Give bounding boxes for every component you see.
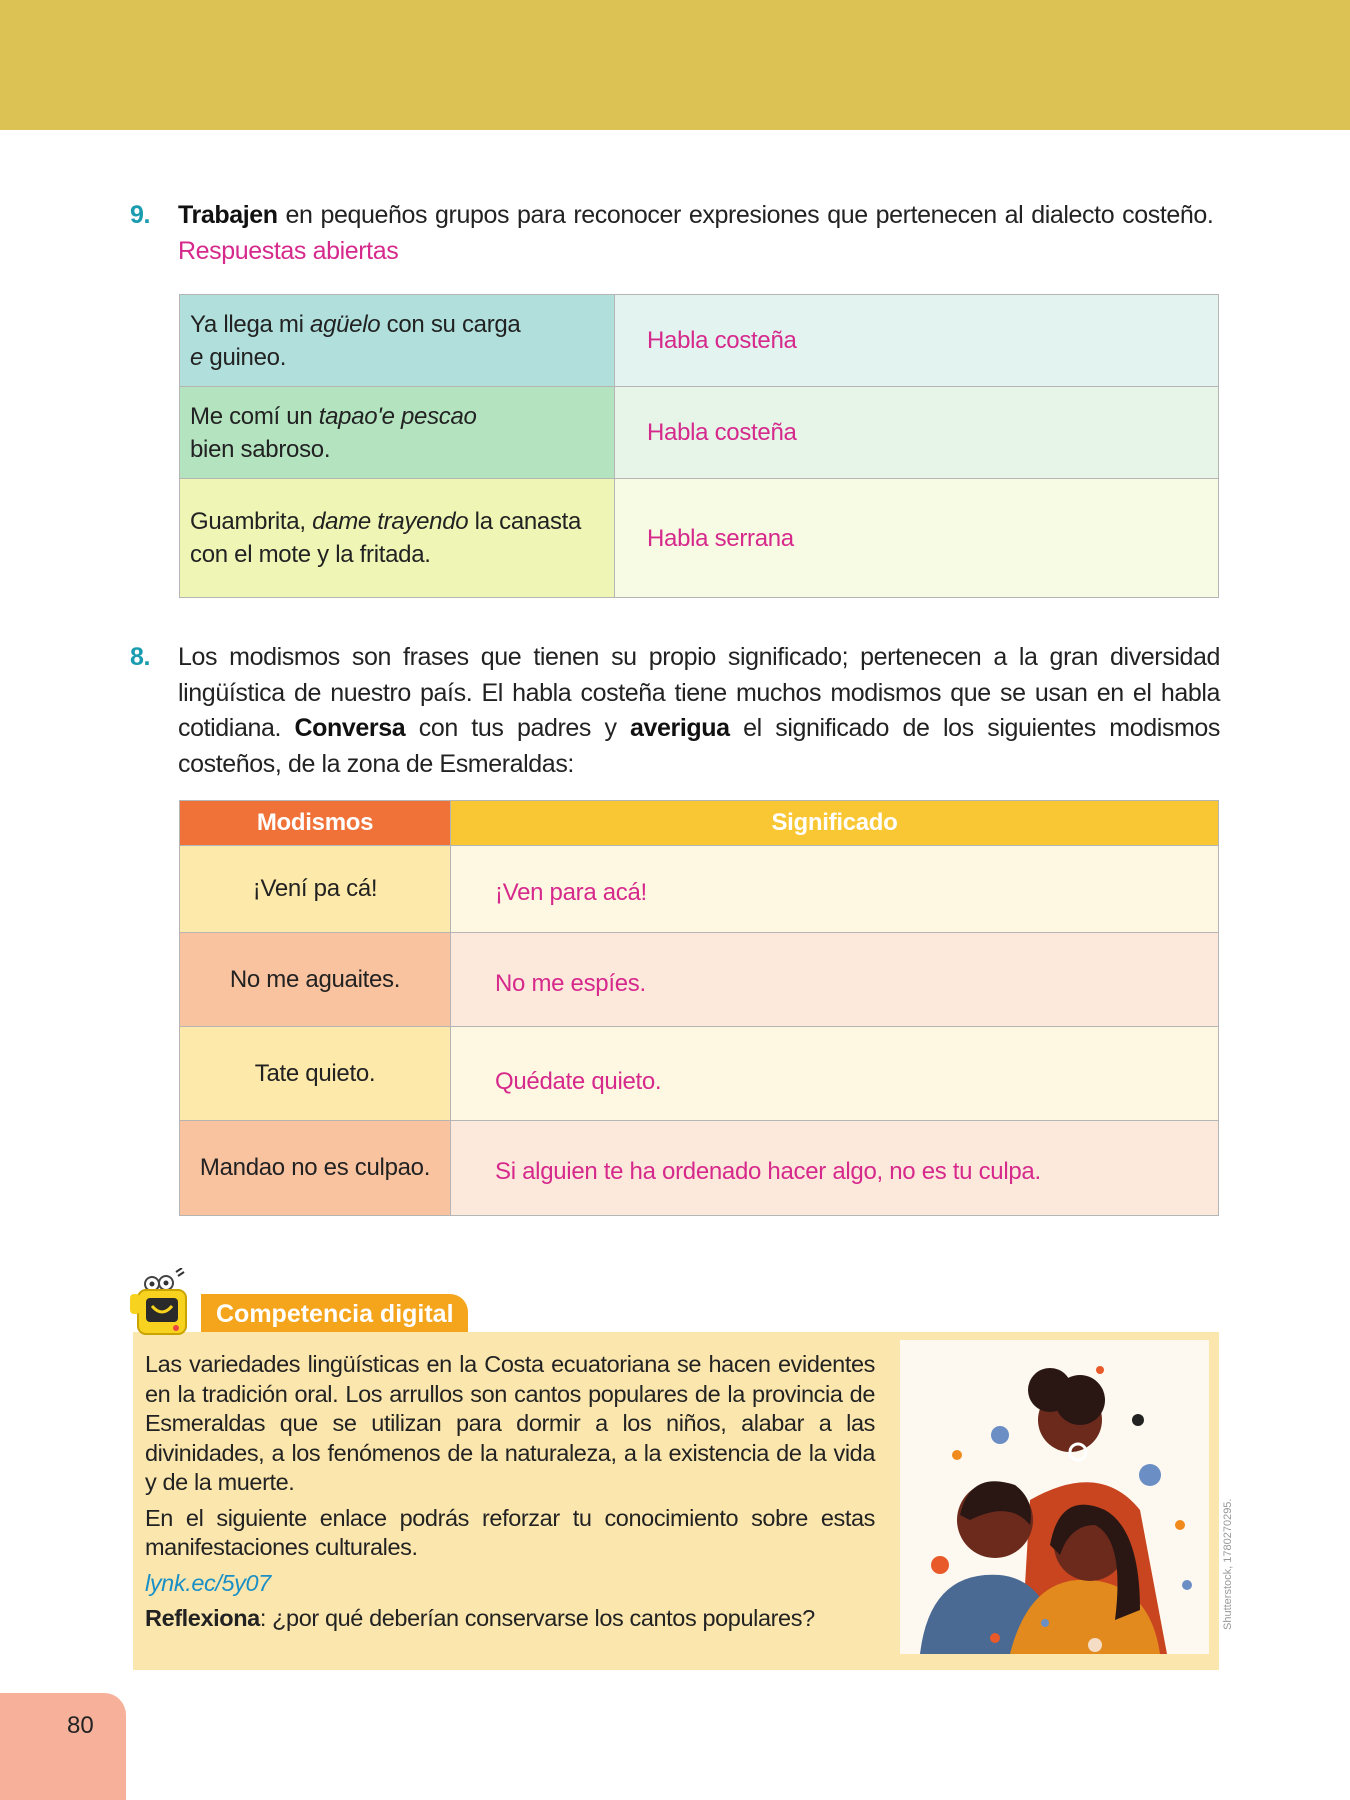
question-number: 9.	[130, 201, 151, 229]
table-row	[180, 387, 1219, 479]
reflect-label: Reflexiona	[145, 1605, 260, 1631]
page-number: 80	[67, 1712, 94, 1739]
significado-cell: Si alguien te ha ordenado hacer algo, no es tu culpa.	[451, 1121, 1219, 1216]
question-text: en pequeños grupos para reconocer expresiones que pertenecen al dialecto costeño.	[277, 201, 1214, 229]
modismo-cell: Tate quieto.	[180, 1027, 451, 1121]
reflect-question: : ¿por qué deberían conservarse los cantos populares?	[259, 1605, 815, 1631]
people-illustration	[900, 1340, 1209, 1654]
table-row	[180, 1121, 1219, 1216]
table-row	[180, 933, 1219, 1027]
header-modismos: Modismos	[180, 801, 451, 846]
expression-cell: Me comí un tapao'e pescao bien sabroso.	[180, 387, 615, 479]
resource-link[interactable]: lynk.ec/5y07	[145, 1569, 271, 1596]
table-row	[180, 295, 1219, 387]
modismos-table	[179, 800, 1219, 1216]
digital-competence-title: Competencia digital	[201, 1294, 468, 1332]
table-row	[180, 1027, 1219, 1121]
significado-cell: No me espíes.	[451, 933, 1219, 1027]
table-header	[180, 801, 1219, 846]
answer-cell: Habla costeña	[615, 295, 1219, 387]
instruction-verb: Trabajen	[178, 201, 278, 229]
header-significado: Significado	[451, 801, 1219, 846]
expression-cell: Guambrita, dame trayendo la canasta con el mote y la fritada.	[180, 479, 615, 598]
paragraph: En el siguiente enlace podrás reforzar tu conocimiento sobre estas manifestaciones culturales.	[145, 1504, 875, 1560]
robot-mascot-icon	[128, 1268, 200, 1340]
image-credit: Shutterstock, 1780270295.	[1222, 1498, 1234, 1630]
table-row	[180, 479, 1219, 598]
paragraph: Las variedades lingüísticas en la Costa ecuatoriana se hacen evidentes en la tradición oral. Los arrullos son cantos populares de la provincia de Esmeraldas que se utilizan para dormir a los niños, alabar a las divinidades, a los fenómenos de la naturaleza, a la existencia de la vida y de la muerte.	[145, 1351, 875, 1495]
answer-cell: Habla serrana	[615, 479, 1219, 598]
dialect-table	[179, 294, 1219, 598]
modismo-cell: Mandao no es culpao.	[180, 1121, 451, 1216]
header-banner	[0, 0, 1350, 130]
page-number-tab	[0, 1693, 126, 1800]
significado-cell: ¡Ven para acá!	[451, 846, 1219, 933]
question-8: 8. Los modismos son frases que tienen su propio significado; pertenecen a la gran diversidad lingüística de nuestro país. El habla costeña tiene muchos modismos que se usan en el habla cotidiana. Conversa con tus padres y averigua el significado de los siguientes modismos costeños, de la zona de Esmeraldas:	[130, 640, 1220, 782]
question-9	[130, 198, 1220, 269]
modismo-cell: No me aguaites.	[180, 933, 451, 1027]
answer-cell: Habla costeña	[615, 387, 1219, 479]
table-row	[180, 846, 1219, 933]
digital-competence-text	[145, 1350, 875, 1640]
modismo-cell: ¡Vení pa cá!	[180, 846, 451, 933]
answer-note: Respuestas abiertas	[178, 236, 399, 265]
significado-cell: Quédate quieto.	[451, 1027, 1219, 1121]
expression-cell: Ya llega mi agüelo con su carga e guineo.	[180, 295, 615, 387]
question-number: 8.	[130, 643, 151, 671]
